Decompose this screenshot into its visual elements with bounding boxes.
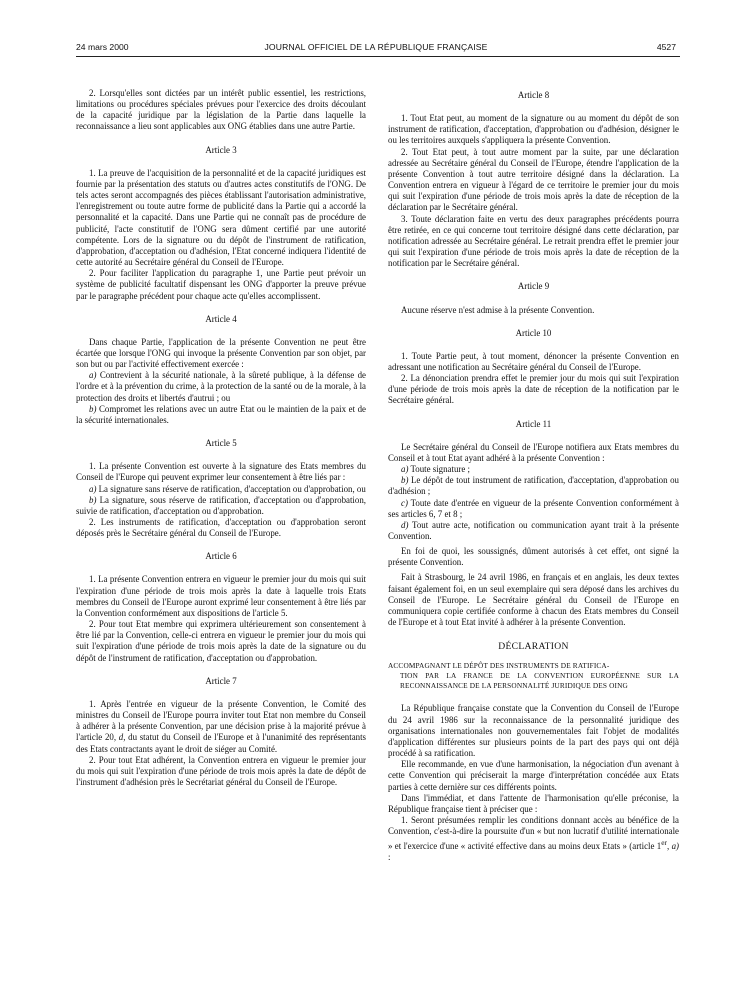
- item-label: b): [89, 403, 97, 414]
- text-run: 1. Après l'entrée en vigueur de la présente Convention, le Comité des ministres du Conseil de l'Europe pourra inviter tout Etat non membre du Conseil à adhérer à la présente Convention, par une décision prise à la majorité prévue à l'article 20,: [76, 698, 366, 743]
- article-10-paragraph-1: 1. Toute Partie peut, à tout moment, dénoncer la présente Convention en adressant une notification au Secrétaire général du Conseil de l'Europe.: [388, 350, 679, 372]
- item-text: Tout autre acte, notification ou communication ayant trait à la présente Convention.: [388, 519, 679, 541]
- article-8-paragraph-1: 1. Tout Etat peut, au moment de la signature ou au moment du dépôt de son instrument de ratification, d'acceptation, d'approbation ou d'adhésion, désigner le ou les territoires auxquels s'appliquera la présente Convention.: [388, 113, 679, 146]
- page-number: 4527: [656, 42, 676, 52]
- item-text: Compromet les relations avec un autre Etat ou le maintien de la paix et de la sécurité internationales.: [76, 403, 366, 425]
- article-11-heading: Article 11: [515, 418, 552, 429]
- superscript: er: [661, 838, 667, 848]
- article-5-heading: Article 5: [205, 438, 237, 449]
- item-label: b): [401, 475, 409, 486]
- text-run: :: [388, 852, 391, 863]
- item-text: La signature sans réserve de ratification, d'acceptation ou d'approbation, ou: [96, 483, 366, 494]
- article-6-heading: Article 6: [205, 551, 237, 562]
- text-run: ,: [667, 841, 672, 852]
- item-text: Toute date d'entrée en vigueur de la présente Convention conformément à ses articles 6, 7 et 8 ;: [388, 497, 679, 519]
- article-7-paragraph-1: [76, 699, 366, 755]
- article-2-paragraph-2: 2. Lorsqu'elles sont dictées par un intérêt public essentiel, les restrictions, limitations ou procédures spéciales prévues pour l'exercice des droits découlant de la capacité juridique par la législation de la Partie dans laquelle la reconnaissance a lieu sont applicables aux ONG établies dans une autre Partie.: [76, 88, 366, 132]
- article-4-item-b: [76, 404, 366, 426]
- item-label: a): [401, 464, 409, 475]
- article-5-item-b: [76, 495, 366, 517]
- article-8-paragraph-3: 3. Toute déclaration faite en vertu des deux paragraphes précédents pourra être retirée, en ce qui concerne tout territoire désigné dans cette déclaration, par notification adressée au Secrétaire général. Le retrait prendra effet le premier jour qui suit l'expiration d'une période de trois mois après la date de réception de la notification par le Secrétaire général.: [388, 213, 679, 269]
- item-label: a): [671, 841, 679, 852]
- article-3-paragraph-1: 1. La preuve de l'acquisition de la personnalité et de la capacité juridiques est fournie par la présentation des statuts ou d'autres actes constitutifs de l'ONG. De tels actes seront accompagnés des pièces établissant l'autorisation administrative, l'enregistrement ou toute autre forme de publicité dans la Partie qui a accordé la personnalité et la capacité. Dans une Partie qui ne connaît pas de procédure de publicité, l'acte constitutif de l'ONG sera dûment certifié par une autorité compétente. Lors de la signature ou du dépôt de l'instrument de ratification, d'approbation, d'acceptation ou d'adhésion, l'Etat concerné indiquera l'identité de cette autorité au Secrétaire général du Conseil de l'Europe.: [76, 167, 366, 268]
- journal-title: JOURNAL OFFICIEL DE LA RÉPUBLIQUE FRANÇAISE: [264, 42, 488, 52]
- item-text: Toute signature ;: [408, 464, 470, 475]
- article-5-paragraph-1: 1. La présente Convention est ouverte à la signature des Etats membres du Conseil de l'Europe qui peuvent exprimer leur consentement à être liés par :: [76, 461, 366, 483]
- article-10-heading: Article 10: [515, 327, 552, 338]
- article-11-item-a: [388, 464, 679, 475]
- article-8-heading: Article 8: [517, 90, 550, 100]
- issue-date: 24 mars 2000: [76, 42, 129, 52]
- article-4-heading: Article 4: [205, 313, 237, 324]
- article-11-item-d: [388, 520, 679, 542]
- running-header: [76, 42, 676, 56]
- declaration-paragraph-2: Elle recommande, en vue d'une harmonisation, la négociation d'un avenant à cette Convention qui préciserait la marge d'interprétation concédée aux Etats parties à cette dernière sur ces différents points.: [388, 759, 679, 792]
- article-6-paragraph-1: 1. La présente Convention entrera en vigueur le premier jour du mois qui suit l'expiration d'une période de trois mois après la date à laquelle trois Etats membres du Conseil de l'Europe auront exprimé leur consentement à être liés par la Convention conformément aux dispositions de l'article 5.: [76, 574, 366, 618]
- article-5-item-a: [76, 484, 366, 495]
- article-8-paragraph-2: 2. Tout Etat peut, à tout autre moment par la suite, par une déclaration adressée au Secrétaire général du Conseil de l'Europe, étendre l'application de la présente Convention à tout autre territoire désigné dans la déclaration. La Convention entrera en vigueur à l'égard de ce territoire le premier jour du mois qui suit l'expiration d'une période de trois mois après la date de réception de la déclaration par le Secrétaire général.: [388, 146, 679, 213]
- subtitle-line: ACCOMPAGNANT LE DÉPÔT DES INSTRUMENTS DE RATIFICA-: [388, 661, 610, 671]
- header-rule: [76, 56, 680, 57]
- item-text: Le dépôt de tout instrument de ratification, d'acceptation, d'approbation ou d'adhésion ;: [388, 475, 679, 497]
- item-label: b): [89, 494, 97, 505]
- item-label: d): [401, 519, 409, 530]
- article-7-heading: Article 7: [205, 675, 237, 686]
- article-4-item-a: [76, 370, 366, 403]
- item-text: Contrevient à la sécurité nationale, à la sûreté publique, à la défense de l'ordre et à la prévention du crime, à la protection de la santé ou de la morale, à la protection des droits et libertés d'autrui ; ou: [76, 370, 366, 403]
- article-9-paragraph-1: Aucune réserve n'est admise à la présente Convention.: [401, 304, 595, 315]
- declaration-paragraph-1: La République française constate que la Convention du Conseil de l'Europe du 24 avril 1986 sur la reconnaissance de la personnalité juridique des organisations internationales non gouvernementales fait l'objet de modalités d'application différentes sur plusieurs points de la part des pays qui ont déjà procédé à sa ratification.: [388, 703, 679, 759]
- article-3-heading: Article 3: [205, 144, 237, 155]
- article-11-item-b: [388, 475, 679, 497]
- item-label: c): [401, 497, 408, 508]
- declaration-heading: DÉCLARATION: [498, 641, 569, 653]
- article-11-paragraph-1: Le Secrétaire général du Conseil de l'Europe notifiera aux Etats membres du Conseil et à tout Etat ayant adhéré à la présente Convention :: [388, 441, 679, 463]
- article-9-heading: Article 9: [517, 281, 550, 292]
- article-11-item-c: [388, 498, 679, 520]
- article-10-paragraph-2: 2. La dénonciation prendra effet le premier jour du mois qui suit l'expiration d'une période de trois mois après la date de réception de la notification par le Secrétaire général.: [388, 373, 679, 406]
- signature-clause: Fait à Strasbourg, le 24 avril 1986, en français et en anglais, les deux textes faisant également foi, en un seul exemplaire qui sera déposé dans les archives du Conseil de l'Europe. Le Secrétaire général du Conseil de l'Europe en communiquera copie certifiée conforme à chacun des Etats membres du Conseil de l'Europe et à tout Etat invité à adhérer à la présente Convention.: [388, 572, 679, 628]
- article-7-paragraph-2: 2. Pour tout Etat adhérent, la Convention entrera en vigueur le premier jour du mois qui suit l'expiration d'une période de trois mois après la date de dépôt de l'instrument d'adhésion près le Secrétariat général du Conseil de l'Europe.: [76, 754, 366, 787]
- article-3-paragraph-2: 2. Pour faciliter l'application du paragraphe 1, une Partie peut prévoir un système de publicité facultatif dispensant les ONG d'apporter la preuve prévue par le paragraphe précédent pour chaque acte qu'elles accomplissent.: [76, 268, 366, 301]
- text-run-italic: d,: [118, 732, 126, 743]
- article-6-paragraph-2: 2. Pour tout Etat membre qui exprimera ultérieurement son consentement à être lié par la Convention, celle-ci entrera en vigueur le premier jour du mois qui suit l'expiration d'une période de trois mois après la date de la signature ou du dépôt de l'instrument de ratification, d'acceptation ou d'approbation.: [76, 619, 366, 663]
- declaration-paragraph-4: [388, 815, 679, 864]
- item-label: a): [89, 483, 97, 494]
- article-5-paragraph-2: 2. Les instruments de ratification, d'acceptation ou d'approbation seront déposés près le Secrétaire général du Conseil de l'Europe.: [76, 517, 366, 539]
- left-column: [76, 88, 366, 788]
- article-4-paragraph-1: Dans chaque Partie, l'application de la présente Convention ne peut être écartée que lorsque l'ONG qui invoque la présente Convention par son objet, par son but ou par l'activité effectivement exercée :: [76, 336, 366, 370]
- text-run: 1. Seront présumées remplir les conditions donnant accès au bénéfice de la Convention, c'est-à-dire la poursuite d'un « but non lucratif d'utilité internationale » et l'exercice d'une « activité effective dans au moins deux Etats » (article 1: [388, 814, 679, 852]
- item-text: La signature, sous réserve de ratification, d'acceptation ou d'approbation, suivie de ratification, d'acceptation ou d'approbation.: [76, 494, 366, 516]
- declaration-subtitle: [388, 661, 679, 691]
- closing-formula: En foi de quoi, les soussignés, dûment autorisés à cet effet, ont signé la présente Convention.: [388, 546, 679, 568]
- subtitle-continuation: TION PAR LA FRANCE DE LA CONVENTION EUROPÉENNE SUR LA RECONNAISSANCE DE LA PERSONNALITÉ JURIDIQUE DES OING: [400, 671, 679, 691]
- item-label: a): [89, 370, 97, 381]
- right-column: [388, 90, 679, 864]
- text-run: du statut du Conseil de l'Europe et à l'unanimité des représentants des Etats contractants ayant le droit de siéger au Comité.: [76, 732, 366, 754]
- declaration-paragraph-3: Dans l'immédiat, et dans l'attente de l'harmonisation qu'elle préconise, la République française tient à préciser que :: [388, 792, 679, 814]
